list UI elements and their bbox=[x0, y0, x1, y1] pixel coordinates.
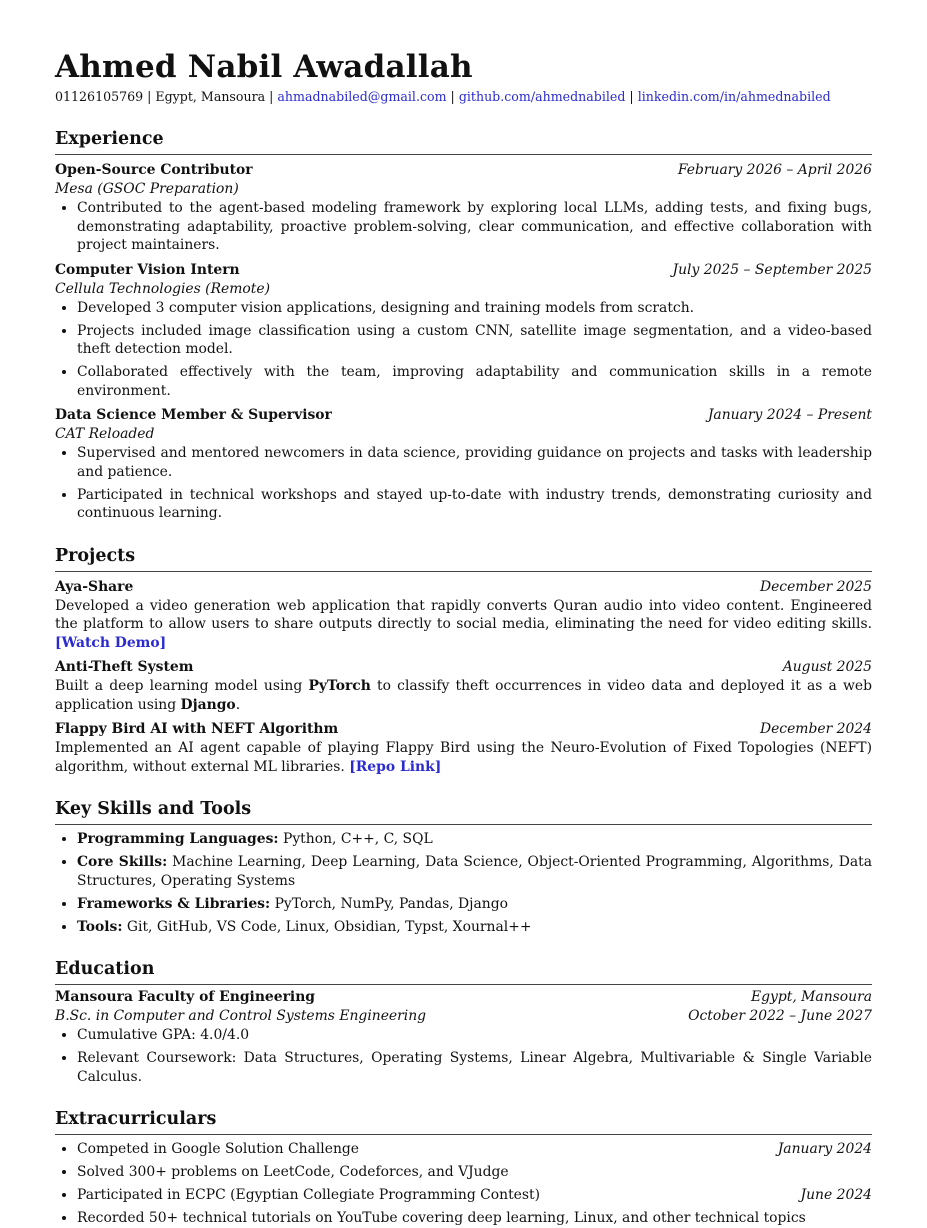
skill-value: Python, C++, C, SQL bbox=[282, 831, 433, 847]
description-text: Implemented an AI agent capable of playing Flappy Bird using the Neuro-Evolution of Fixed Topologies (NEFT) algorithm, without external ML libraries. bbox=[55, 740, 872, 775]
repo-link[interactable]: [Repo Link] bbox=[349, 758, 442, 775]
degree: B.Sc. in Computer and Control Systems Engineering bbox=[55, 1008, 427, 1024]
contact-line bbox=[55, 88, 872, 106]
description-text: Built a deep learning model using bbox=[55, 678, 303, 694]
role-title: Computer Vision Intern bbox=[55, 261, 240, 278]
separator: | bbox=[629, 89, 634, 104]
bullet-item bbox=[77, 1140, 872, 1159]
experience-entry bbox=[55, 406, 872, 523]
organization: Cellula Technologies (Remote) bbox=[55, 280, 271, 297]
skill-item bbox=[77, 830, 872, 849]
school-location: Egypt, Mansoura bbox=[751, 989, 872, 1005]
skill-label: Programming Languages: bbox=[77, 831, 279, 847]
skill-label: Frameworks & Libraries: bbox=[77, 895, 271, 912]
tech-keyword: Django bbox=[180, 696, 236, 713]
extracurriculars-section bbox=[55, 1108, 872, 1228]
project-description bbox=[55, 739, 872, 776]
section-title: Extracurriculars bbox=[55, 1109, 217, 1129]
github-link[interactable]: github.com/ahmednabiled bbox=[458, 89, 626, 104]
linkedin-link[interactable]: linkedin.com/in/ahmednabiled bbox=[637, 89, 831, 104]
section-title: Experience bbox=[55, 129, 164, 149]
skill-item bbox=[77, 918, 872, 937]
bullet-list bbox=[55, 1026, 872, 1086]
education-section bbox=[55, 958, 872, 1086]
project-date: December 2025 bbox=[759, 578, 872, 595]
skill-item bbox=[77, 853, 872, 890]
bullet-item: • Developed 3 computer vision applications, designing and training models from scratch. bbox=[77, 299, 872, 318]
watch-demo-link[interactable]: [Watch Demo] bbox=[55, 634, 167, 651]
activity-text: • Recorded 50+ technical tutorials on YouTube covering deep learning, Linux, and other technical topics bbox=[77, 1210, 806, 1226]
project-date: August 2025 bbox=[782, 659, 872, 675]
section-divider bbox=[55, 571, 872, 572]
skill-label: Tools: bbox=[77, 918, 123, 935]
phone-number: 01126105769 bbox=[55, 89, 144, 104]
bullet-item bbox=[77, 1186, 872, 1205]
tech-keyword: PyTorch bbox=[308, 678, 371, 694]
project-name: Anti-Theft System bbox=[55, 659, 194, 675]
date-range: July 2025 – September 2025 bbox=[672, 261, 872, 278]
section-title: Education bbox=[55, 959, 155, 979]
role-title: Open-Source Contributor bbox=[55, 162, 253, 178]
bullet-item bbox=[77, 1163, 872, 1182]
bullet-item: • Contributed to the agent-based modeling framework by exploring local LLMs, adding tests, and fixing bugs, demonstrating adaptability, proactive problem-solving, clear communication, and effective collaboration with project maintainers. bbox=[77, 199, 872, 255]
activity-date: June 2024 bbox=[800, 1187, 872, 1203]
project-name: Flappy Bird AI with NEFT Algorithm bbox=[55, 721, 339, 737]
section-divider bbox=[55, 1134, 872, 1135]
activity-date: January 2024 bbox=[777, 1141, 872, 1157]
project-description bbox=[55, 677, 872, 714]
skills-list bbox=[55, 830, 872, 936]
project-entry bbox=[55, 658, 872, 714]
location: Egypt, Mansoura bbox=[155, 89, 266, 104]
activity-text: • Participated in ECPC (Egyptian Collegiate Programming Contest) bbox=[77, 1187, 540, 1203]
description-text: Developed a video generation web application that rapidly converts Quran audio into video content. Engineered the platform to allow users to share outputs directly to social media, eliminating the need for video editing skills. bbox=[55, 597, 872, 632]
separator: | bbox=[450, 89, 455, 104]
organization: Mesa (GSOC Preparation) bbox=[55, 181, 239, 197]
description-text: to classify theft occurrences in video data and deployed it as a web application using bbox=[55, 678, 873, 713]
separator: | bbox=[147, 89, 152, 104]
bullet-item: • Supervised and mentored newcomers in data science, providing guidance on projects and tasks with leadership and patience. bbox=[77, 444, 872, 481]
school-name: Mansoura Faculty of Engineering bbox=[55, 989, 316, 1005]
organization: CAT Reloaded bbox=[55, 426, 155, 442]
separator: | bbox=[269, 89, 274, 104]
bullet-list bbox=[55, 299, 872, 401]
projects-section bbox=[55, 545, 872, 777]
bullet-item: • Projects included image classification using a custom CNN, satellite image segmentation, and a video-based theft detection model. bbox=[77, 322, 872, 359]
project-date: December 2024 bbox=[759, 721, 872, 737]
skills-section bbox=[55, 798, 872, 936]
section-title: Key Skills and Tools bbox=[55, 799, 252, 819]
section-divider bbox=[55, 154, 872, 155]
project-entry bbox=[55, 720, 872, 776]
bullet-item: • Participated in technical workshops and stayed up-to-date with industry trends, demonstrating curiosity and continuous learning. bbox=[77, 486, 872, 523]
skill-value: Git, GitHub, VS Code, Linux, Obsidian, Typst, Xournal++ bbox=[126, 918, 532, 935]
skill-value: PyTorch, NumPy, Pandas, Django bbox=[274, 895, 508, 912]
project-entry bbox=[55, 578, 872, 653]
activity-text: • Competed in Google Solution Challenge bbox=[77, 1141, 360, 1157]
project-name: Aya-Share bbox=[55, 578, 134, 595]
role-title: Data Science Member & Supervisor bbox=[55, 407, 332, 423]
section-divider bbox=[55, 984, 872, 985]
activity-text: • Solved 300+ problems on LeetCode, Codeforces, and VJudge bbox=[77, 1164, 509, 1180]
section-title: Projects bbox=[55, 545, 136, 566]
date-range: January 2024 – Present bbox=[707, 407, 872, 423]
education-dates: October 2022 – June 2027 bbox=[688, 1008, 872, 1024]
bullet-list bbox=[55, 1140, 872, 1228]
resume-page bbox=[55, 48, 872, 1228]
bullet-item: • Cumulative GPA: 4.0/4.0 bbox=[77, 1026, 872, 1045]
project-description bbox=[55, 597, 872, 653]
date-range: February 2026 – April 2026 bbox=[677, 162, 872, 178]
email-link[interactable]: ahmadnabiled@gmail.com bbox=[277, 89, 447, 104]
section-divider bbox=[55, 824, 872, 825]
bullet-item: • Collaborated effectively with the team, improving adaptability and communication skills in a remote environment. bbox=[77, 363, 872, 400]
description-text: . bbox=[235, 696, 241, 713]
candidate-name: Ahmed Nabil Awadallah bbox=[55, 49, 473, 85]
bullet-list bbox=[55, 199, 872, 255]
skill-item bbox=[77, 895, 872, 914]
skill-value: Machine Learning, Deep Learning, Data Science, Object-Oriented Programming, Algorithms, Data Structures, Operating Systems bbox=[77, 854, 873, 889]
bullet-list bbox=[55, 444, 872, 523]
skill-label: Core Skills: bbox=[77, 854, 168, 870]
experience-entry bbox=[55, 261, 872, 401]
experience-entry bbox=[55, 161, 872, 255]
bullet-item bbox=[77, 1209, 872, 1228]
experience-section bbox=[55, 128, 872, 523]
bullet-item: • Relevant Coursework: Data Structures, Operating Systems, Linear Algebra, Multivariable & Single Variable Calculus. bbox=[77, 1049, 872, 1086]
